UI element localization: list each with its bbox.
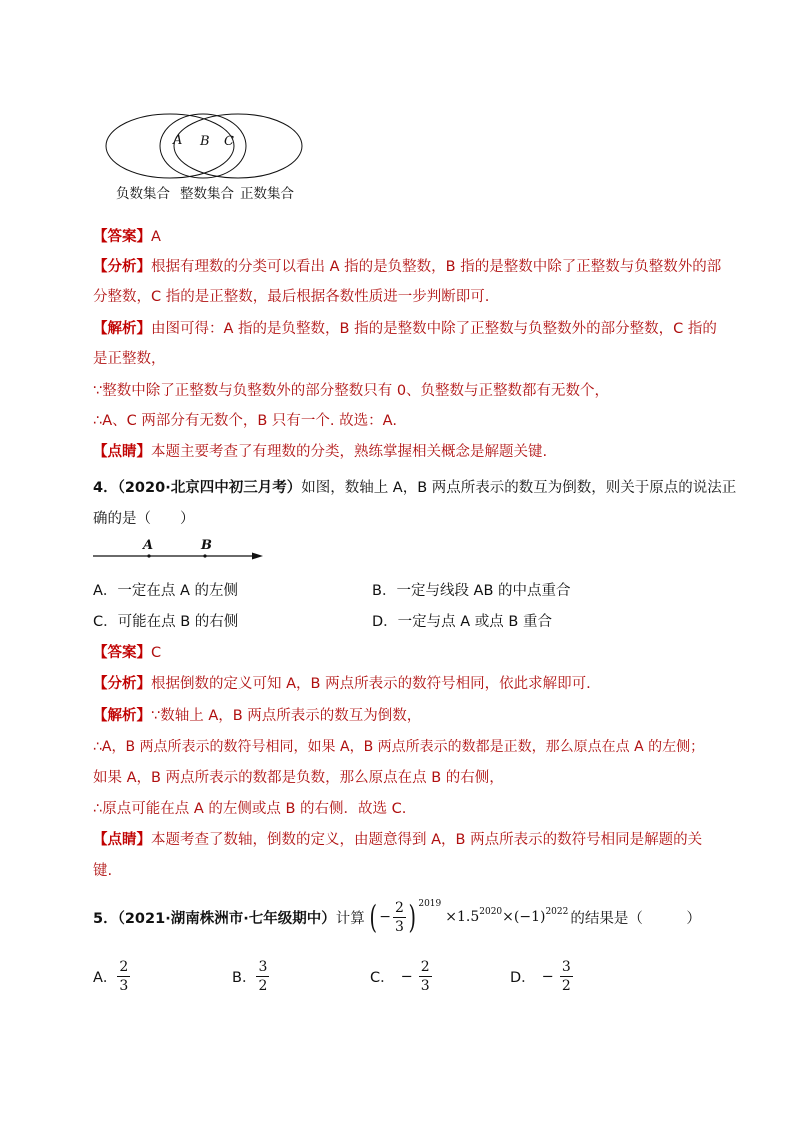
venn-caption-positive: 正数集合: [240, 186, 294, 202]
q4-option-b: B．一定与线段 AB 的中点重合: [372, 583, 571, 599]
venn-caption-integer: 整数集合: [180, 186, 234, 202]
venn-negative-set: [106, 114, 234, 178]
q3-analysis-line2: 分整数，C 指的是正整数，最后根据各数性质进一步判断即可.: [93, 289, 490, 305]
q4-option-d: D．一定与点 A 或点 B 重合: [372, 614, 552, 630]
number-line: [93, 536, 265, 566]
q5-expression: ( − $\frac{2}{3}$ ) $^{2019}$ ×1.5 $^{2020}$ ×(−1) $^{2022}$: [369, 898, 569, 936]
venn-label-c: C: [224, 134, 234, 149]
point-b-dot: [203, 554, 206, 557]
point-a-dot: [147, 554, 150, 557]
q4-solution-line2: ∴A，B 两点所表示的数符号相同，如果 A，B 两点所表示的数都是正数，那么原点在点 A 的左侧；: [93, 739, 705, 755]
number-line-arrow-icon: [252, 553, 263, 560]
q4-option-c: C．可能在点 B 的右侧: [93, 614, 239, 630]
q4-comment-line1: 【点睛】本题考查了数轴，倒数的定义，由题意得到 A，B 两点所表示的数符号相同是解题的关: [93, 832, 703, 848]
q4-stem-line2: 确的是（ ）: [93, 511, 195, 527]
q4-source: 4．（2020·北京四中初三月考）: [93, 480, 302, 496]
venn-label-a: A: [173, 133, 183, 148]
q3-analysis-line1: 【分析】根据有理数的分类可以看出 A 指的是负整数，B 指的是整数中除了正整数与负整数外的部: [93, 259, 722, 275]
q4-option-a: A．一定在点 A 的左侧: [93, 583, 239, 599]
venn-label-b: B: [200, 134, 210, 149]
q4-stem-line1: 4．（2020·北京四中初三月考）如图，数轴上 A，B 两点所表示的数互为倒数，则关于原点的说法正: [93, 480, 737, 496]
q5-option-b: B． $\frac{3}{2}$: [232, 959, 268, 994]
q5-option-d: D． − $\frac{3}{2}$: [510, 959, 571, 994]
q5-stem-prefix: 计算: [335, 910, 365, 927]
q4-analysis: 【分析】根据倒数的定义可知 A，B 两点所表示的数符号相同，依此求解即可.: [93, 676, 591, 692]
q3-solution-line2: 是正整数，: [93, 351, 166, 367]
q3-solution-line4: ∴A、C 两部分有无数个，B 只有一个. 故选：A.: [93, 413, 397, 429]
venn-positive-set: [174, 114, 302, 178]
q5-stem: [93, 894, 701, 940]
venn-caption-negative: 负数集合: [116, 186, 170, 202]
q3-answer: 【答案】A: [93, 229, 161, 245]
q5-stem-suffix: 的结果是（ ）: [570, 910, 701, 927]
q3-comment: 【点睛】本题主要考查了有理数的分类，熟练掌握相关概念是解题关键.: [93, 444, 548, 460]
q5-source: 5．（2021·湖南株洲市·七年级期中）: [93, 910, 336, 927]
q5-option-c: C． − $\frac{2}{3}$: [370, 959, 430, 994]
q3-solution-line1: 【解析】由图可得：A 指的是负整数，B 指的是整数中除了正整数与负整数外的部分整数，C 指的: [93, 321, 717, 337]
q5-option-a: A． $\frac{2}{3}$: [93, 959, 129, 994]
q4-comment-line2: 键.: [93, 863, 113, 879]
axis-label-a: A: [143, 538, 154, 553]
q4-solution-line3: 如果 A，B 两点所表示的数都是负数，那么原点在点 B 的右侧，: [93, 770, 504, 786]
q3-solution-line3: ∵整数中除了正整数与负整数外的部分整数只有 0、负整数与正整数都有无数个，: [93, 383, 610, 399]
axis-label-b: B: [201, 538, 212, 553]
q4-answer: 【答案】C: [93, 645, 162, 661]
q4-solution-line4: ∴原点可能在点 A 的左侧或点 B 的右侧．故选 C.: [93, 801, 407, 817]
q4-solution-line1: 【解析】∵数轴上 A，B 两点所表示的数互为倒数，: [93, 708, 422, 724]
